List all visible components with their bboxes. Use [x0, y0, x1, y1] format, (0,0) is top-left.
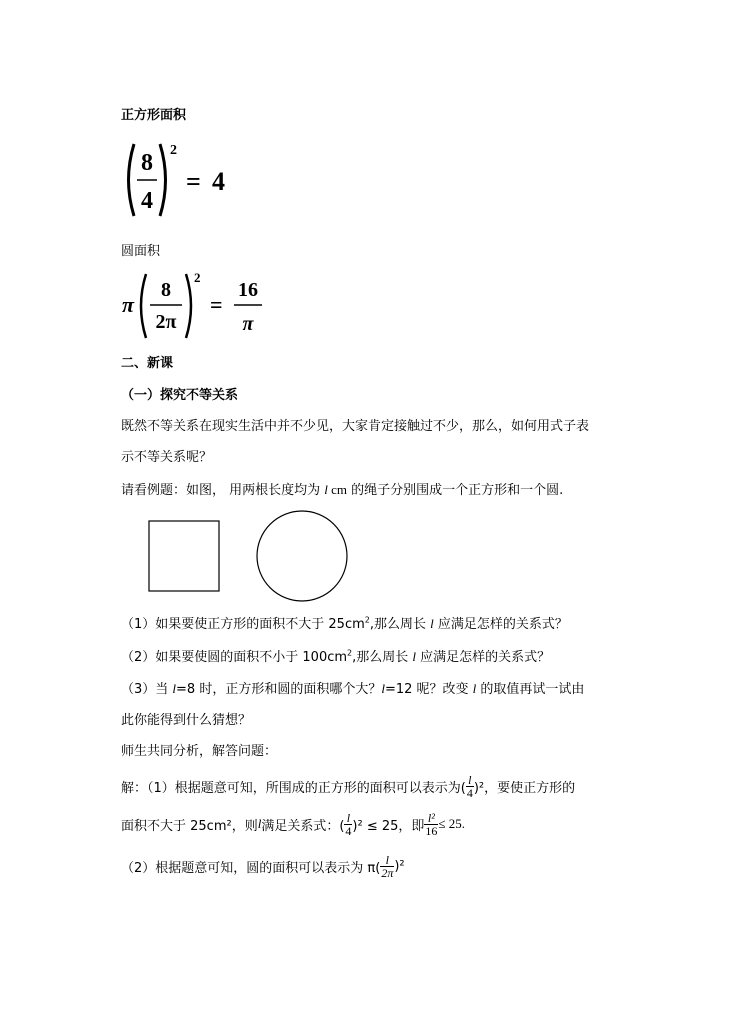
example-post: 的绳子分别围成一个正方形和一个圆.	[347, 483, 564, 498]
example-unit: cm	[327, 482, 348, 497]
question-3-line-1	[121, 678, 584, 697]
q1-var: l	[430, 616, 434, 631]
sol1-a: 解：（1）根据题意可知，所围成的正方形的面积可以表示为(	[121, 780, 466, 796]
eq2-result-denominator: π	[242, 313, 254, 335]
sol1-frac-den: 4	[466, 785, 473, 800]
q2-sup: 2	[347, 648, 353, 658]
sol1-var: l	[257, 816, 262, 831]
sol1-e: )² ≤ 25，即	[352, 818, 425, 834]
sol1-c: 面积不大于 25cm²，则	[121, 818, 258, 834]
eq2-result-numerator: 16	[238, 279, 258, 301]
example-pre: 请看例题：如图， 用两根长度均为	[121, 483, 325, 498]
q3-var3: l	[472, 681, 477, 696]
q2-pre: （2）如果要使圆的面积不小于 100cm	[121, 650, 348, 665]
eq1-exponent: 2	[170, 143, 177, 158]
equation-circle-area	[120, 268, 270, 344]
solution-2	[121, 848, 405, 884]
q3-d: 的取值再试一试由	[476, 682, 585, 697]
sol1-d: 满足关系式：(	[261, 818, 345, 834]
equation-square-area	[120, 138, 250, 222]
q1-post: 应满足怎样的关系式？	[433, 617, 568, 632]
equation-circle-area-svg	[120, 268, 270, 344]
eq1-denominator: 4	[141, 188, 153, 214]
sol1-ineq-fraction	[344, 812, 352, 837]
question-1	[121, 613, 568, 632]
question-3-line-2: 此你能得到什么猜想？	[121, 713, 252, 728]
eq2-numerator: 8	[161, 279, 171, 301]
sol1-frac2-den: 16	[425, 823, 438, 838]
square-shape	[149, 521, 219, 591]
sol1-f: ≤ 25.	[438, 816, 466, 831]
eq1-equals: =	[186, 167, 201, 196]
heading-circle-area: 圆面积	[121, 244, 161, 259]
eq2-equals: =	[210, 292, 223, 317]
subsection-inequality: （一）探究不等关系	[121, 388, 239, 403]
q3-b: =8 时，正方形和圆的面积哪个大？	[176, 682, 382, 697]
sol1-frac2-num: l²	[427, 810, 435, 825]
heading-square-area: 正方形面积	[121, 108, 187, 123]
sol2-a: （2）根据题意可知，圆的面积可以表示为 π(	[121, 860, 381, 876]
example-var: l	[324, 482, 328, 497]
figure-svg	[140, 505, 355, 605]
q2-var: l	[412, 649, 417, 664]
analysis-line: 师生共同分析，解答问题：	[121, 744, 278, 759]
q2-post: 应满足怎样的关系式？	[416, 650, 551, 665]
sol1-frac-num: l	[468, 772, 472, 787]
eq2-exponent: 2	[194, 270, 201, 285]
q3-var2: l	[381, 681, 385, 696]
sol2-fraction	[380, 854, 394, 879]
sol1-frac2	[424, 812, 438, 837]
paragraph-line-2: 示不等关系呢？	[121, 450, 213, 465]
eq2-pi: π	[122, 292, 135, 317]
example-line	[121, 479, 563, 498]
sol1-fraction	[466, 774, 474, 799]
sol2-num: l	[385, 852, 389, 867]
q3-var1: l	[172, 681, 177, 696]
sol1-ineq-num: l	[346, 810, 351, 825]
eq1-result: 4	[212, 167, 225, 196]
solution-1-line-1	[121, 768, 575, 804]
q3-a: （3）当	[121, 682, 173, 697]
section-new-lesson: 二、新课	[121, 356, 174, 371]
equation-square-area-svg	[120, 138, 250, 222]
solution-1-line-2	[121, 805, 465, 843]
figure-square-circle	[140, 505, 355, 605]
q1-mid: ,那么周长	[369, 617, 431, 632]
q1-sup: 2	[364, 615, 370, 625]
q3-c: =12 呢？改变	[384, 682, 473, 697]
circle-shape	[257, 511, 347, 601]
question-2	[121, 646, 550, 665]
eq2-denominator: 2π	[155, 311, 177, 333]
sol1-ineq-den: 4	[345, 823, 352, 838]
eq1-numerator: 8	[141, 150, 153, 176]
sol2-den: 2π	[381, 865, 394, 880]
q2-mid: ,那么周长	[352, 650, 413, 665]
q1-pre: （1）如果要使正方形的面积不大于 25cm	[121, 617, 365, 632]
paragraph-line-1: 既然不等关系在现实生活中并不少见，大家肯定接触过不少，那么，如何用式子表	[121, 419, 590, 434]
sol1-b: )²，要使正方形的	[473, 780, 576, 796]
sol2-b: )²	[394, 858, 405, 874]
